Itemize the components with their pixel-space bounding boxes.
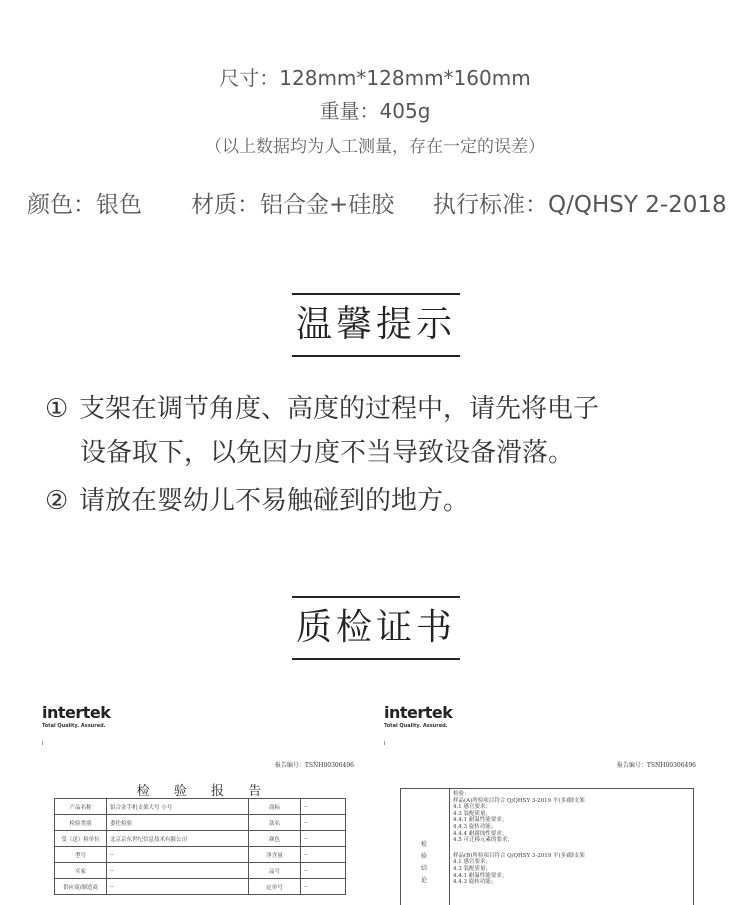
- spec-note: （以上数据均为人工测量，存在一定的误差）: [205, 137, 545, 157]
- table-cell: 定单号: [249, 879, 301, 895]
- conclusion-line: 4.3 装配质量；: [453, 810, 491, 817]
- table-cell: 型号: [55, 847, 107, 863]
- certificate-title: 质检证书: [292, 596, 460, 660]
- conclusion-text: [453, 791, 689, 886]
- table-cell: --: [107, 863, 249, 879]
- logo-tagline: Total Quality. Assured.: [384, 723, 448, 729]
- tip-text-1b: 设备取下，以免因力度不当导致设备滑落。: [80, 438, 575, 468]
- table-cell: --: [301, 831, 346, 847]
- spec-size: 尺寸：128mm*128mm*160mm: [219, 66, 531, 90]
- conclusion-line: 4.4.1 耐温性能要求；: [453, 817, 508, 824]
- side-char: 论: [421, 877, 428, 884]
- conclusion-line: 4.4.3 旋转功能；: [453, 823, 497, 830]
- table-cell: 检验类别: [55, 815, 107, 831]
- conclusion-line: 4.4.3 旋转功能；: [453, 879, 497, 886]
- table-cell: 供应商/制造商: [55, 879, 107, 895]
- table-row: [55, 831, 346, 847]
- attr-color: 颜色：银色: [27, 192, 142, 218]
- table-cell: 委托检验: [107, 815, 249, 831]
- table-cell: 产品名称: [55, 799, 107, 815]
- intertek-logo: intertek: [384, 703, 453, 722]
- tip-number-1: ①: [45, 394, 69, 424]
- conclusion-line: 4.5 可迁移元素的要求；: [453, 837, 513, 844]
- tips-title: 温馨提示: [292, 293, 460, 357]
- intertek-logo: intertek: [42, 703, 111, 722]
- conclusion-line: 4.1 感官要求；: [453, 859, 491, 866]
- table-cell: 铝合金手机支架大号 小号: [107, 799, 249, 815]
- report-number: 报告编号：TSNH00306496: [616, 762, 696, 769]
- tip-number-2: ②: [45, 486, 69, 516]
- logo-divider: [384, 741, 385, 745]
- table-cell: 受（送）检单位: [55, 831, 107, 847]
- tip-item-1-continued: [80, 430, 750, 476]
- table-row: [55, 847, 346, 863]
- table-cell: --: [301, 863, 346, 879]
- table-cell: 款名: [249, 815, 301, 831]
- table-cell: 颜色: [249, 831, 301, 847]
- logo-tagline: Total Quality. Assured.: [42, 723, 106, 729]
- side-char: 结: [421, 865, 428, 872]
- tip-text-2: 请放在婴幼儿不易触碰到的地方。: [79, 486, 470, 516]
- table-cell: 买家: [55, 863, 107, 879]
- table-cell: 商标: [249, 799, 301, 815]
- logo-divider: [42, 741, 43, 745]
- tip-text-1a: 支架在调节角度、高度的过程中，请先将电子: [79, 394, 600, 424]
- report-number: 报告编号：TSNH00306496: [274, 762, 354, 769]
- attribute-row: [0, 186, 750, 218]
- conclusion-line: 样品(B)所检项目符合 Q/QHSY 3-2019 平(多)脚支架: [453, 852, 585, 859]
- certificate-page-1: [30, 695, 378, 905]
- attr-material: 材质：铝合金+硅胶: [191, 192, 395, 218]
- conclusion-box: [400, 788, 694, 905]
- table-cell: --: [301, 847, 346, 863]
- conclusion-line: 4.1 感官要求；: [453, 804, 491, 811]
- side-char: 检: [421, 841, 428, 848]
- conclusion-side-label: [401, 789, 450, 905]
- table-cell: 净含量: [249, 847, 301, 863]
- table-row: [55, 863, 346, 879]
- report-table: [54, 798, 346, 895]
- conclusion-line: [453, 844, 689, 853]
- table-cell: 品号: [249, 863, 301, 879]
- tip-item-1: [45, 386, 725, 432]
- table-row: [55, 879, 346, 895]
- table-cell: --: [301, 799, 346, 815]
- attr-standard: 执行标准：Q/QHSY 2-2018: [433, 192, 727, 218]
- table-cell: --: [107, 879, 249, 895]
- side-char: 验: [421, 853, 428, 860]
- table-cell: 北京京东世纪信息技术有限公司: [107, 831, 249, 847]
- conclusion-line: 样品(A)所检项目符合 Q/QHSY 3-2019 平(多)脚支架: [453, 797, 585, 804]
- table-row: [55, 799, 346, 815]
- table-cell: --: [107, 847, 249, 863]
- table-row: [55, 815, 346, 831]
- table-cell: --: [301, 879, 346, 895]
- conclusion-line: 4.4.4 耐腐蚀性要求；: [453, 830, 508, 837]
- report-title: 检 验 报 告: [136, 784, 272, 799]
- conclusion-line: 检验：: [453, 791, 470, 797]
- tip-item-2: [45, 478, 725, 524]
- conclusion-line: 4.3 装配质量；: [453, 865, 491, 872]
- certificate-page-2: [372, 695, 720, 905]
- table-cell: --: [301, 815, 346, 831]
- conclusion-line: 4.4.1 耐温性能要求；: [453, 872, 508, 879]
- spec-weight: 重量：405g: [319, 99, 431, 123]
